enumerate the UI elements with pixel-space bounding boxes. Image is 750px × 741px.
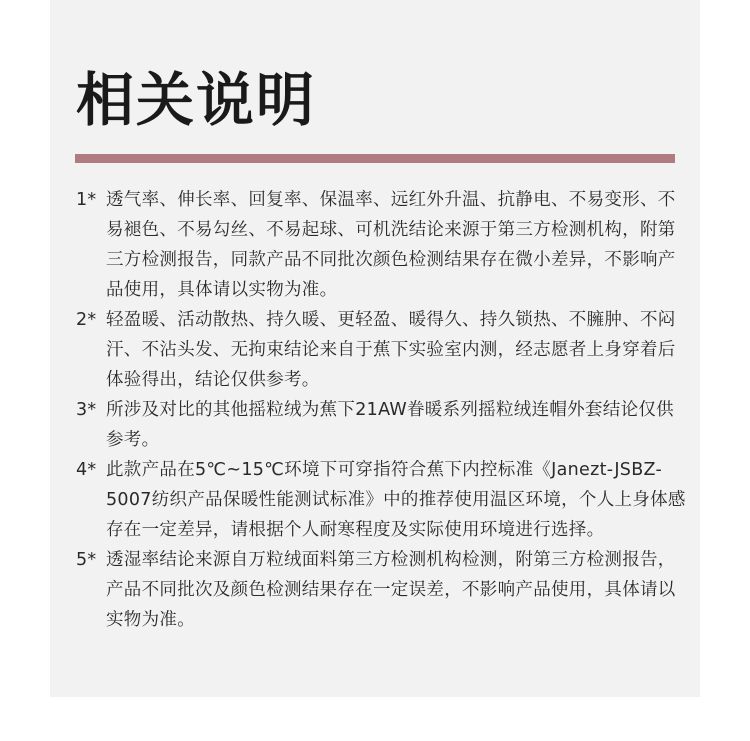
note-item-5 bbox=[76, 545, 686, 635]
note-text: 所涉及对比的其他摇粒绒为蕉下21AW眷暖系列摇粒绒连帽外套结论仅供参考。 bbox=[106, 400, 674, 450]
note-text: 透湿率结论来源自万粒绒面料第三方检测机构检测，附第三方检测报告，产品不同批次及颜色检测结果存在一定误差，不影响产品使用，具体请以实物为准。 bbox=[106, 550, 676, 630]
page-title: 相关说明 bbox=[76, 66, 317, 134]
note-text: 透气率、伸长率、回复率、保温率、远红外升温、抗静电、不易变形、不易褪色、不易勾丝、不易起球、可机洗结论来源于第三方检测机构，附第三方检测报告，同款产品不同批次颜色检测结果存在微小差异，不影响产品使用，具体请以实物为准。 bbox=[106, 190, 676, 300]
note-number: 2* bbox=[76, 310, 97, 330]
note-number: 1* bbox=[76, 190, 97, 210]
note-text: 此款产品在5℃~15℃环境下可穿指符合蕉下内控标准《Janezt-JSBZ-5007纺织产品保暖性能测试标准》中的推荐使用温区环境，个人上身体感存在一定差异，请根据个人耐寒程度及实际使用环境进行选择。 bbox=[106, 460, 686, 540]
note-number: 4* bbox=[76, 460, 97, 480]
note-number: 3* bbox=[76, 400, 97, 420]
note-number: 5* bbox=[76, 550, 97, 570]
note-item-2 bbox=[76, 305, 686, 395]
note-item-1 bbox=[76, 185, 686, 305]
note-text: 轻盈暖、活动散热、持久暖、更轻盈、暖得久、持久锁热、不臃肿、不闷汗、不沾头发、无拘束结论来自于蕉下实验室内测，经志愿者上身穿着后体验得出，结论仅供参考。 bbox=[106, 310, 676, 390]
note-item-4 bbox=[76, 455, 686, 545]
notes-list bbox=[76, 185, 686, 635]
title-divider bbox=[75, 154, 675, 163]
note-item-3 bbox=[76, 395, 686, 455]
